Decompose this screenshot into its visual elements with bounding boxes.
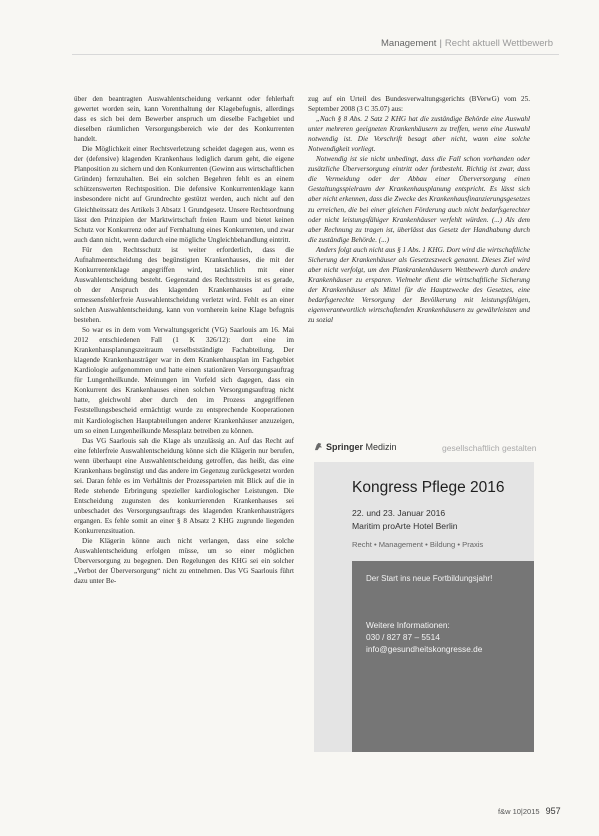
right-quote-3: Anders folgt auch nicht aus § 1 Abs. 1 KHG. Dort wird die wirtschaftliche Sicherung der Krankenhäuser als Gesetzeszweck genannt. Dieses Ziel wird aber nicht verfolgt, um den Plankrankenhäusern Wettbewerb durch andere Krankenhäuser zu ersparen. Vielmehr dient die wirtschaftliche Sicherung der Krankenhäuser als Mittel für die Hauptzwecke des Gesetzes, eine bedarfsgerechte Versorgung der Bevölkerung mit leistungsfähigen, eigenverantwortlich wirtschaftenden Krankenhäusern zu gewährleisten und zu sozial (308, 245, 530, 325)
right-quote-2: Notwendig ist sie nicht unbedingt, dass die Fall schon vorhanden oder zusätzliche Überversorgung eintritt oder fortbesteht. Richtig ist zwar, dass die Vermeidung oder der Abbau einer Überversorgung einen Gestaltungsspielraum der Krankenhausplanung entspricht. Es lässt sich aber nicht erkennen, dass die Zwecke des Krankenhausfinanzierungsgesetzes zu erreichen, die bei einer gleichen Förderung auch nicht bedarfsgerechter oder nicht leistungsfähiger Krankenhäuser verfehlt würden. (...) Als dem aber Rechnung zu tragen ist, überlässt das Gesetz der Handhabung durch die zuständige Behörde. (...) (308, 155, 530, 244)
journal-issue: f&w 10|2015 (498, 807, 540, 816)
event-topics: Recht • Management • Bildung • Praxis (352, 540, 484, 549)
header-section: Management (381, 38, 437, 49)
contact-phone: 030 / 827 87 – 5514 (366, 632, 440, 642)
advertisement-header (314, 439, 537, 461)
logo-brand: Springer (326, 442, 364, 452)
event-title: Kongress Pflege 2016 (352, 479, 505, 496)
running-header (381, 38, 553, 49)
springer-horse-icon (314, 442, 323, 451)
springer-logo (314, 442, 397, 452)
left-paragraph-6: Die Klägerin könne auch nicht verlangen, dass eine solche Auswahlentscheidung erfolgen müsse, um so einer möglichen Überversorgung zu begegnen. Den Regelungen des KHG sei ein solcher „Verbot der Überversorgung“ nicht zu entnehmen. Das VG Saarlouis führt dazu unter Be- (74, 537, 294, 586)
left-paragraph-4: So war es in dem vom Verwaltungsgericht (VG) Saarlouis am 16. Mai 2012 entschiedenen Fall (1 K 326/12): dort eine im Krankenhausplanungszeitraum verselbstständigte Fachabteilung. Der klagende Krankenhausträger war in dem Krankenhausplan im Fachgebiet Kardiologie aufgenommen und hatte einen stationären Versorgungsauftrag für Lungenheilkunde. Meinungen im Vorfeld sich dagegen, dass ein Konkurrent des Krankenhauses einen solchen Versorgungsauftrag nicht hatte, gleichwohl aber durch den im Prozess angegriffenen Feststellungsbescheid ermächtigt wurde zu entsprechende Kooperationen mit Kardiologischen Hauptabteilungen anderer Krankenhäuser anzuzeigen, um so einen Lungenheilkunde Messplatz betreiben zu können. (74, 326, 294, 435)
advertisement-panel (314, 462, 534, 752)
logo-division: Medizin (365, 442, 397, 452)
event-venue: Maritim proArte Hotel Berlin (352, 521, 458, 531)
advertisement-info-box (352, 561, 534, 752)
call-to-action: Der Start ins neue Fortbildungsjahr! (366, 574, 493, 583)
info-heading: Weitere Informationen: (366, 620, 450, 630)
event-dates: 22. und 23. Januar 2016 (352, 508, 446, 518)
header-separator: | (439, 38, 442, 49)
right-paragraph-1: zug auf ein Urteil des Bundesverwaltungsgerichts (BVerwG) vom 25. September 2008 (3 C 35.07) aus: (308, 95, 530, 114)
contact-email: info@gesundheitskongresse.de (366, 644, 483, 654)
contact-info (366, 619, 482, 655)
left-paragraph-1: über den beantragten Auswahlentscheidung verkannt oder fehlerhaft gewertet worden sein, kann Vorenthaltung der Klagebefugnis, allerdings dass es sich bei dem Bewerber anspruch um dieselbe Fachgebiet und dieselben räumlichen Versorgungsbereich wie der des Konkurrenten handelt. (74, 95, 294, 144)
right-quote-1: „Nach § 8 Abs. 2 Satz 2 KHG hat die zuständige Behörde eine Auswahl unter mehreren geeigneten Krankenhäusern zu treffen, wenn eine Auswahl notwendig ist. Die Vorschrift besagt aber nicht, wann eine solche Notwendigkeit vorliegt. (308, 115, 530, 154)
advertisement-tagline: gesellschaftlich gestalten (442, 443, 537, 453)
left-text-column (74, 94, 294, 586)
left-paragraph-3: Für den Rechtsschutz ist weiter erforderlich, dass die Aufnahmeentscheidung des begünstigten Krankenhauses, die mit der Konkurrentenklage angegriffen wird, tatsächlich mit einer Auswahlentscheidung besteht. Gegenstand des Rechtsstreits ist es gerade, ob der Anspruch des klagenden Krankenhauses auf eine ermessensfehlerfreie Auswahlentscheidung verletzt wird. Fehlt es an einer solchen Auswahlentscheidung, kann von vornherein keine Klage befugnis bestehen. (74, 245, 294, 325)
left-paragraph-2: Die Möglichkeit einer Rechtsverletzung scheidet dagegen aus, wenn es der (defensive) klagenden Krankenhaus lediglich darum geht, die eigene Planposition zu sichern und den Konkurrenten (Gewinn aus wirtschaftlichen Gründen) fernzuhalten. Bei ein solchen Begehren fehlt es an einem schützenswerten Rechtsposition. Die defensive Konkurrentenklage kann insbesondere nicht auf Grundrechte gestützt werden, auch nicht auf den Gleichheitssatz des Artikels 3 Absatz 1 Grundgesetz. Unsere Rechtsordnung lässt den Prinzipien der Marktwirtschaft freien Raum und bietet keinen Schutz vor Konkurrenz oder auf Fernhaltung eines Konkurrenten, und zwar auch dann nicht, wenn dadurch eine mögliche Ungleichbehandlung eintritt. (74, 145, 294, 244)
page-number: 957 (545, 806, 561, 816)
left-paragraph-5: Das VG Saarlouis sah die Klage als unzulässig an. Auf das Recht auf eine fehlerfreie Auswahlentscheidung könne sich die Klägerin nur berufen, wenn überhaupt eine Auswahlentscheidung getroffen, das heißt, das eine Krankenhaus begünstigt und das andere im Gegenzug zurückgesetzt worden sei. Daran fehle es im Verhältnis der Prozessparteien mit Blick auf die in Rede stehende Erbringung spezieller kardiologischer Leistungen. Die Entscheidung zugunsten des konkurrierenden Krankenhauses sei unbeschadet des Versorgungsauftrags des klagenden Krankenhausträgers ergangen. Es fehle somit an einer § 8 Absatz 2 KHG zugrunde liegenden Konkurrenzsituation. (74, 436, 294, 536)
header-subsection: Recht aktuell Wettbewerb (444, 38, 553, 49)
right-text-column (308, 94, 530, 325)
header-rule (72, 54, 559, 55)
page-footer (498, 806, 561, 816)
